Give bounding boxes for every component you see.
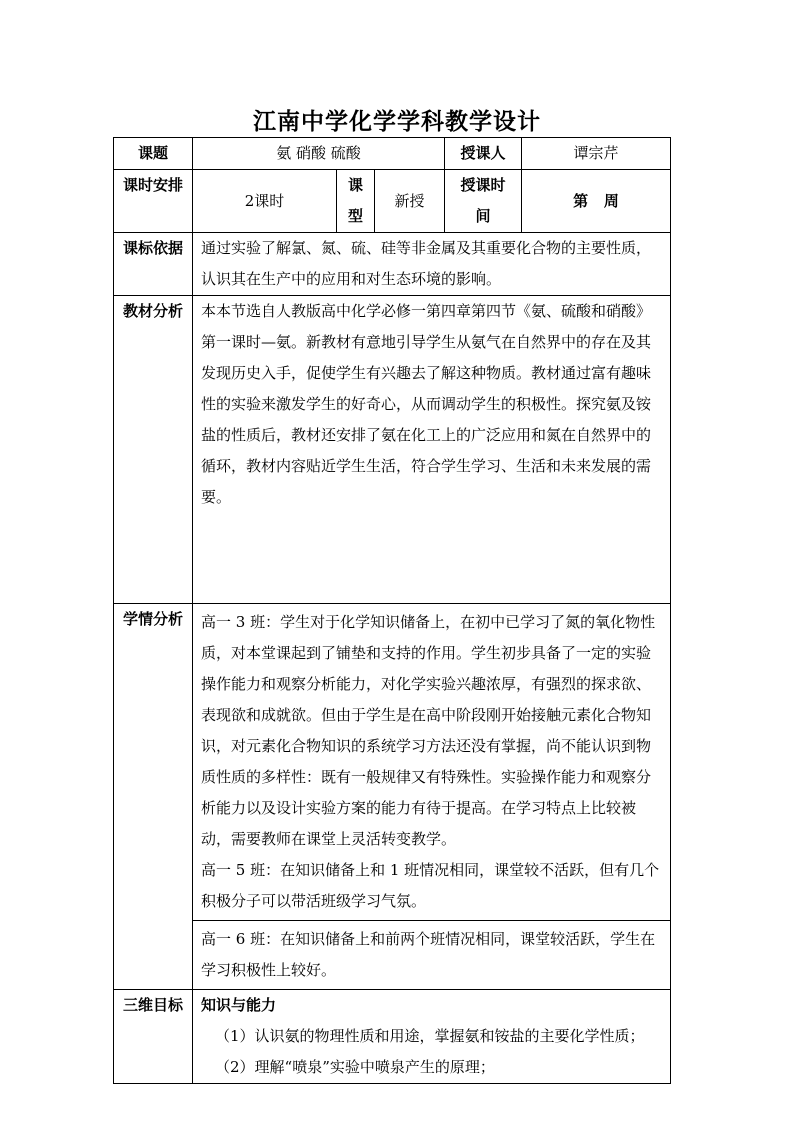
textbook-row — [114, 296, 671, 604]
page-title: 江南中学化学学科教学设计 — [253, 108, 541, 135]
goals-cell — [193, 990, 671, 1084]
class3-analysis: 高一 3 班：学生对于化学知识储备上，在初中已学习了氮的氧化物性质，对本堂课起到了铺垫和支持的作用。学生初步具备了一定的实验操作能力和观察分析能力，对化学实验兴趣浓厚，有强烈的探求欲、表现欲和成就欲。但由于学生是在高中阶段刚开始接触元素化合物知识，对元素化合物知识的系统学习方法还没有掌握，尚不能认识到物质性质的多样性：既有一般规律又有特殊性。实验操作能力和观察分析能力以及设计实验方案的能力有待于提高。在学习特点上比较被动，需要教师在课堂上灵活转变教学。 — [201, 613, 656, 848]
lesson-plan-table — [113, 137, 671, 1084]
curriculum-text: 通过实验了解氯、氮、硫、硅等非金属及其重要化合物的主要性质，认识其在生产中的应用和对生态环境的影响。 — [193, 233, 671, 296]
teacher-label: 授课人 — [445, 138, 522, 170]
textbook-text: 本本节选自人教版高中化学必修一第四章第四节《氨、硫酸和硝酸》第一课时—氨。新教材有意地引导学生从氨气在自然界中的存在及其发现历史入手，促使学生有兴趣去了解这种物质。教材通过富有趣味性的实验来激发学生的好奇心，从而调动学生的积极性。探究氨及铵盐的性质后，教材还安排了氨在化工上的广泛应用和氮在自然界中的循环，教材内容贴近学生生活，符合学生学习、生活和未来发展的需要。 — [193, 296, 671, 604]
goal-item-2: （2）理解“喷泉”实验中喷泉产生的原理； — [215, 1058, 495, 1076]
topic-value: 氨 硝酸 硫酸 — [193, 138, 445, 170]
teacher-value: 谭宗芹 — [522, 138, 671, 170]
class5-analysis: 高一 5 班：在知识储备上和 1 班情况相同，课堂较不活跃，但有几个积极分子可以带活班级学习气氛。 — [201, 861, 660, 910]
students-label: 学情分析 — [114, 604, 193, 990]
hours-value: 2课时 — [193, 170, 337, 233]
lesson-time-value: 第 周 — [522, 170, 671, 233]
students-row — [114, 604, 671, 921]
students-cell — [193, 604, 671, 921]
lesson-time-label-line1: 授课时 — [460, 176, 506, 194]
class6-analysis: 高一 6 班：在知识储备上和前两个班情况相同，课堂较活跃，学生在学习积极性上较好。 — [193, 921, 671, 990]
lesson-time-label-line2: 间 — [475, 207, 491, 225]
goal-item-1: （1）认识氨的物理性质和用途，掌握氨和铵盐的主要化学性质； — [215, 1027, 645, 1045]
schedule-row — [114, 170, 671, 233]
lesson-type-value: 新授 — [375, 170, 445, 233]
lesson-type-label-line2: 型 — [347, 207, 363, 225]
topic-label: 课题 — [114, 138, 193, 170]
curriculum-label: 课标依据 — [114, 233, 193, 296]
goals-label: 三维目标 — [114, 990, 193, 1084]
lesson-time-label — [445, 170, 522, 233]
goals-subtitle: 知识与能力 — [201, 996, 277, 1014]
schedule-label: 课时安排 — [114, 170, 193, 233]
curriculum-row — [114, 233, 671, 296]
topic-row — [114, 138, 671, 170]
students-row-2 — [114, 921, 671, 990]
lesson-type-label-line1: 课 — [347, 176, 363, 194]
lesson-type-label — [337, 170, 375, 233]
goals-row — [114, 990, 671, 1084]
textbook-label: 教材分析 — [114, 296, 193, 604]
